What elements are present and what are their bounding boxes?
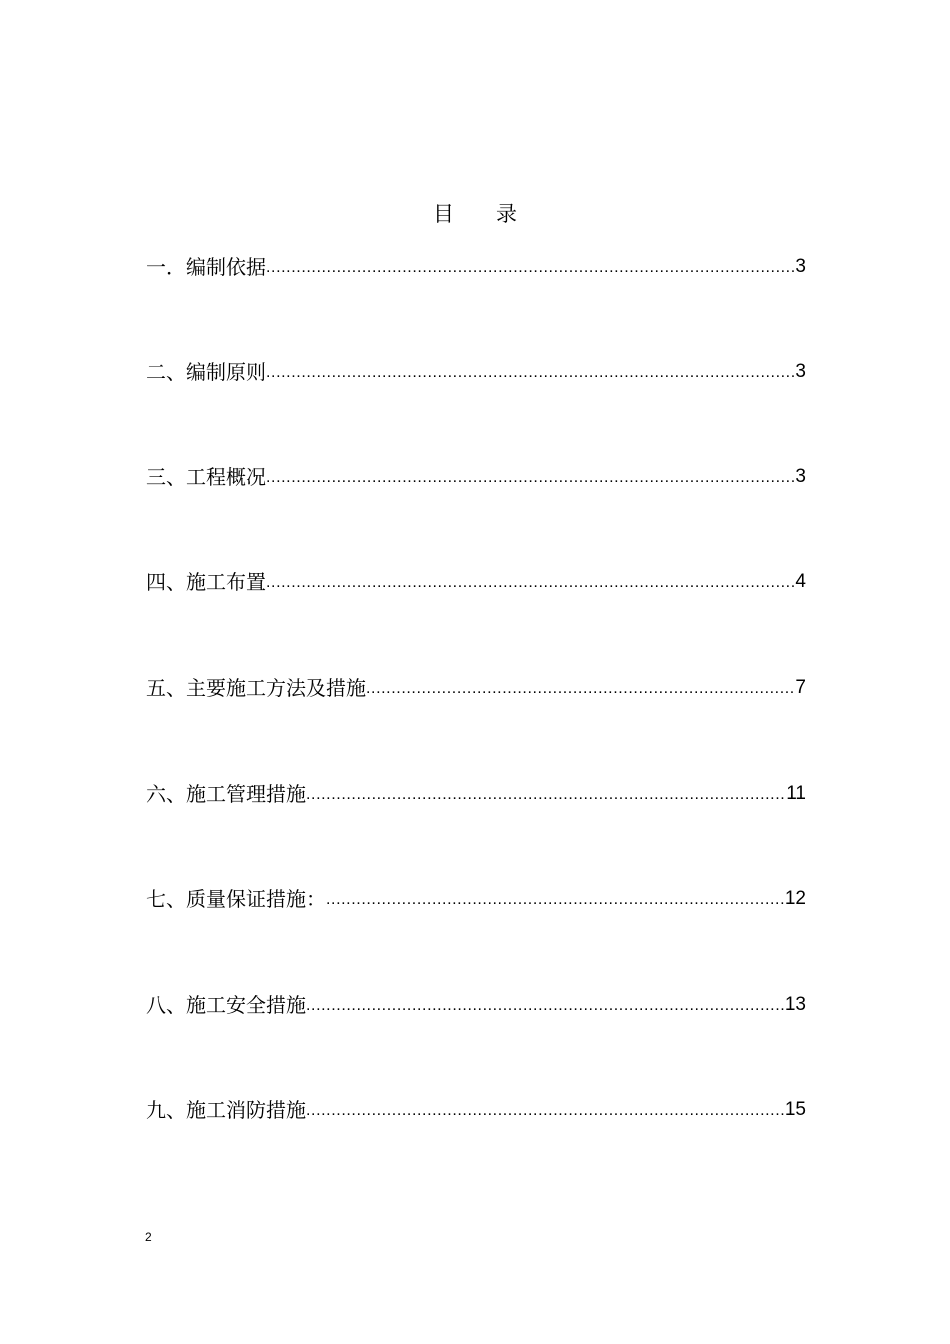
toc-entry-4[interactable]	[146, 567, 806, 597]
toc-entry-label: 七、质量保证措施：	[146, 887, 326, 911]
toc-dot-leader	[306, 995, 784, 1017]
toc-title-char-2: 录	[496, 202, 517, 226]
toc-entry-page: 7	[795, 677, 806, 698]
toc-dot-leader	[326, 889, 784, 911]
page-number: 2	[145, 1230, 152, 1244]
toc-entry-page: 13	[784, 994, 806, 1015]
toc-entry-page: 3	[795, 361, 806, 382]
toc-dot-leader	[266, 467, 794, 489]
toc-entry-page: 3	[795, 256, 806, 277]
toc-entry-page: 15	[784, 1099, 806, 1120]
toc-entry-label: 八、施工安全措施	[146, 993, 306, 1017]
toc-title-char-1: 目	[433, 202, 454, 226]
toc-entry-8[interactable]	[146, 990, 806, 1020]
toc-entry-label: 九、施工消防措施	[146, 1098, 306, 1122]
toc-entry-6[interactable]	[146, 779, 806, 809]
toc-dot-leader	[366, 678, 794, 700]
toc-entry-2[interactable]	[146, 357, 806, 387]
toc-entry-page: 4	[795, 571, 806, 592]
toc-entry-3[interactable]	[146, 462, 806, 492]
toc-entry-label: 一．编制依据	[146, 255, 266, 279]
toc-title	[0, 198, 950, 230]
toc-entry-5[interactable]	[146, 673, 806, 703]
toc-entry-page: 12	[784, 888, 806, 909]
toc-entry-7[interactable]	[146, 884, 806, 914]
toc-entry-9[interactable]	[146, 1095, 806, 1125]
toc-entry-label: 六、施工管理措施	[146, 782, 306, 806]
toc-entry-page: 3	[795, 466, 806, 487]
toc-dot-leader	[306, 784, 785, 806]
toc-entry-1[interactable]	[146, 252, 806, 282]
toc-dot-leader	[306, 1100, 784, 1122]
toc-entry-label: 五、主要施工方法及措施	[146, 676, 366, 700]
toc-dot-leader	[266, 257, 794, 279]
toc-dot-leader	[266, 572, 794, 594]
toc-entry-label: 二、编制原则	[146, 360, 266, 384]
toc-entry-label: 三、工程概况	[146, 465, 266, 489]
toc-entry-page: 11	[786, 783, 806, 804]
toc-dot-leader	[266, 362, 794, 384]
toc-entry-label: 四、施工布置	[146, 570, 266, 594]
